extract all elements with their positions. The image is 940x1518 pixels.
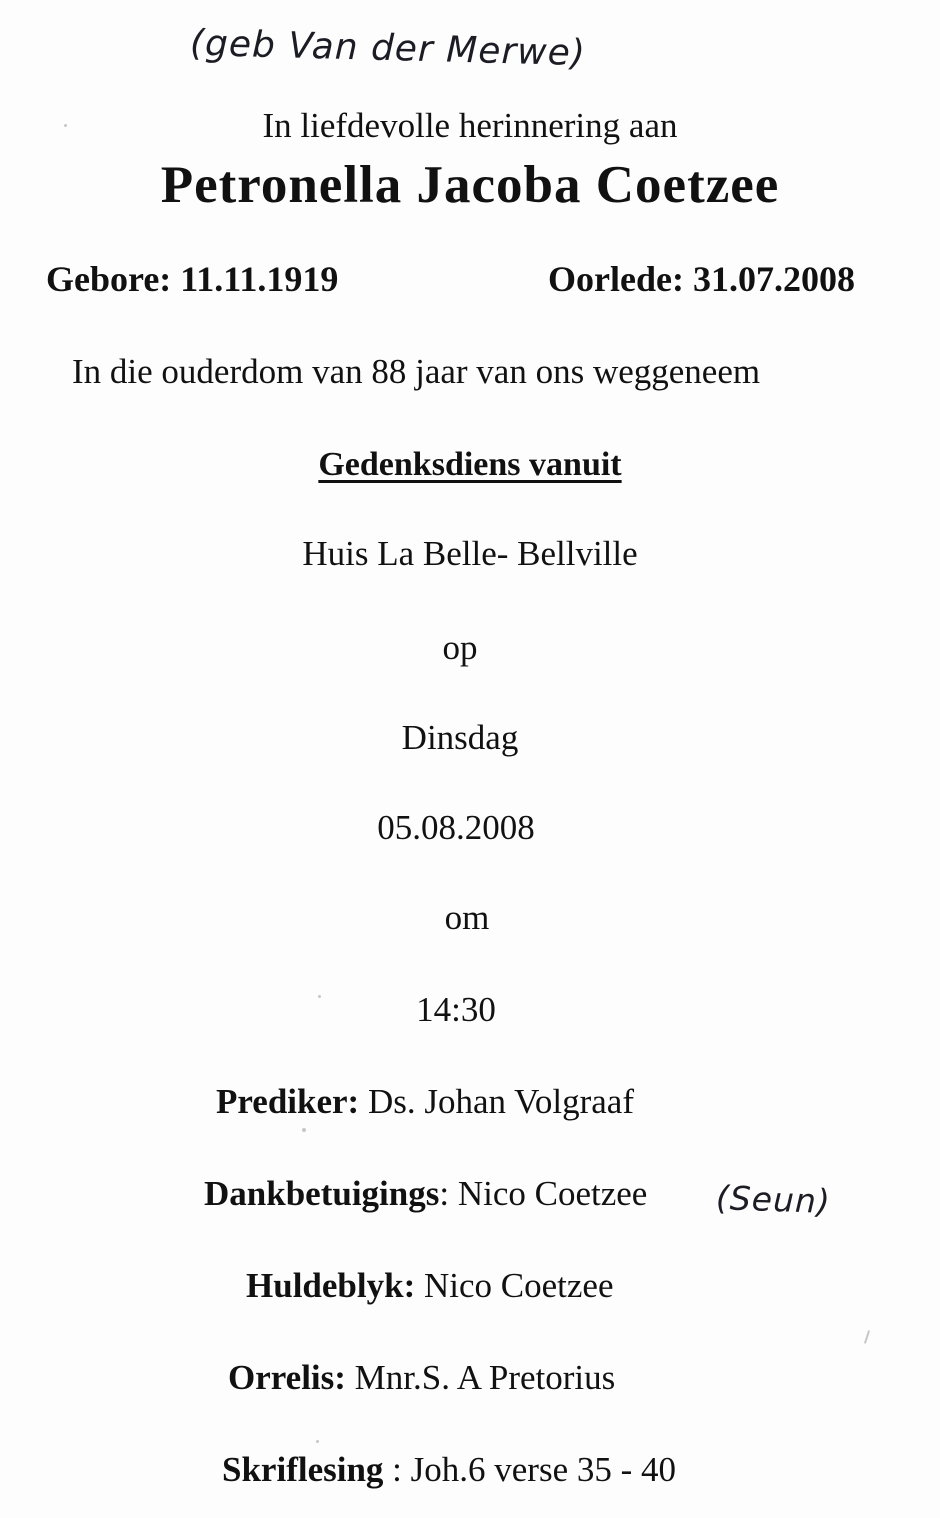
connector-op: op: [442, 628, 478, 667]
scan-speck: [864, 1330, 870, 1344]
role-orrelis: [228, 1358, 615, 1398]
role-huldeblyk: [246, 1266, 613, 1306]
service-venue: Huis La Belle- Bellville: [302, 534, 638, 573]
service-heading-text: Gedenksdiens vanuit: [318, 446, 622, 483]
scan-speck: [64, 124, 67, 127]
birth-value: 11.11.1919: [180, 259, 339, 299]
death-label: Oorlede:: [548, 259, 684, 299]
scan-speck: [302, 1128, 306, 1132]
role-value: Ds. Johan Volgraaf: [359, 1082, 634, 1121]
scan-speck: [316, 1440, 319, 1443]
role-value: : Joh.6 verse 35 - 40: [383, 1450, 677, 1489]
role-label: Dankbetuigings: [204, 1174, 440, 1213]
age-statement: In die ouderdom van 88 jaar van ons weggeneem: [72, 352, 761, 391]
role-value: : Nico Coetzee: [439, 1174, 648, 1213]
handwritten-son-note: (Seun): [715, 1178, 832, 1221]
role-skriflesing: [222, 1450, 676, 1490]
role-label: Huldeblyk:: [246, 1266, 416, 1305]
service-time: 14:30: [416, 990, 496, 1029]
death-date: [548, 258, 855, 300]
intro-line: In liefdevolle herinnering aan: [262, 106, 678, 145]
service-day: Dinsdag: [401, 718, 519, 757]
role-prediker: [216, 1082, 634, 1122]
role-label: Skriflesing: [222, 1450, 384, 1489]
role-value: Nico Coetzee: [415, 1266, 614, 1305]
role-value: Mnr.S. A Pretorius: [345, 1358, 616, 1397]
birth-date: [46, 258, 338, 300]
role-dankbetuigings: [204, 1174, 647, 1214]
role-label: Orrelis:: [228, 1358, 346, 1397]
birth-label: Gebore:: [46, 259, 172, 299]
service-date: 05.08.2008: [377, 808, 535, 847]
handwritten-maiden-name-note: (geb Van der Merwe): [189, 22, 587, 75]
connector-om: om: [444, 898, 490, 937]
role-label: Prediker:: [216, 1082, 360, 1121]
service-heading: [0, 446, 940, 484]
scan-speck: [318, 995, 321, 998]
deceased-name: Petronella Jacoba Coetzee: [160, 156, 780, 214]
death-value: 31.07.2008: [692, 259, 855, 299]
